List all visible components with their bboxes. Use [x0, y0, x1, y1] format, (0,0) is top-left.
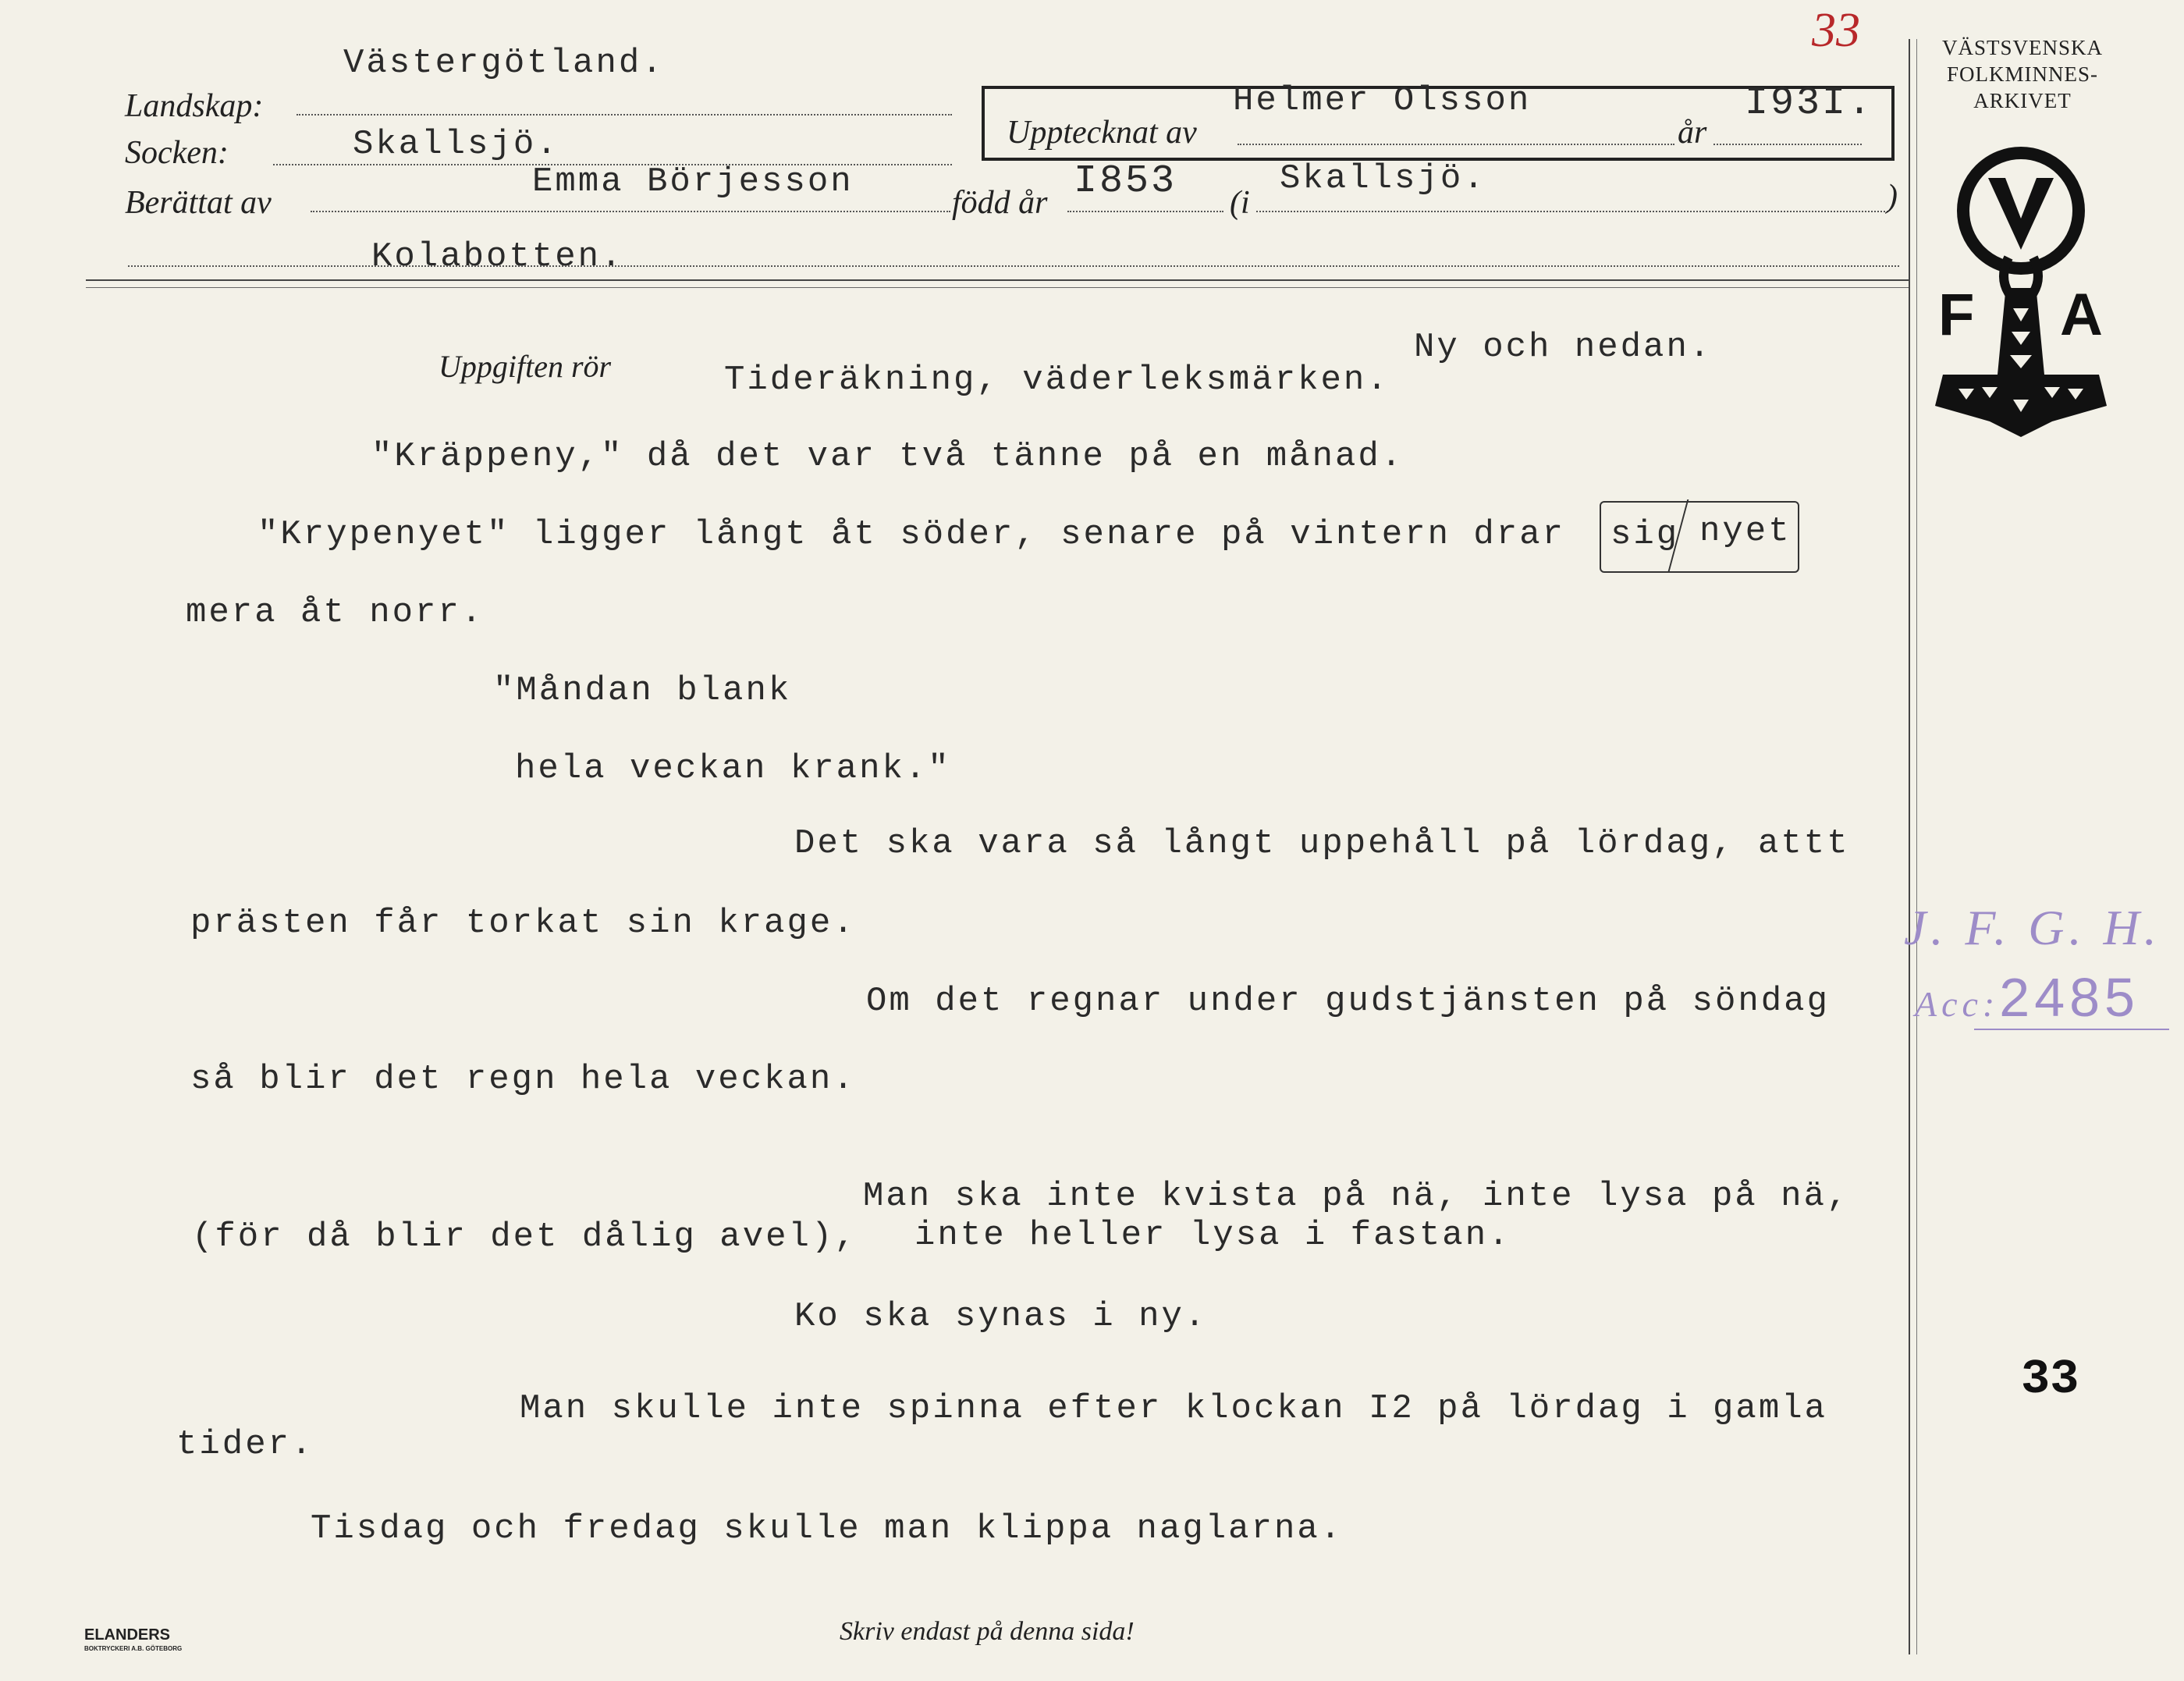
accession-underline	[1974, 1029, 2169, 1030]
archive-name-line-2: FOLKMINNES-	[1946, 62, 2098, 86]
archive-name-line-1: VÄSTSVENSKA	[1941, 36, 2104, 59]
uppgiften-label: Uppgiften rör	[439, 349, 612, 384]
body-line-5: hela veckan krank."	[515, 749, 951, 788]
berattat-value: Emma Börjesson	[532, 162, 854, 201]
printed-page-number: 33	[2021, 1352, 2079, 1407]
accession-stamp-line-1: J. F. G. H.	[1904, 900, 2161, 955]
i-value: Skallsjö.	[1280, 159, 1486, 198]
printer-sub: BOKTRYCKERI A.B. GÖTEBORG	[84, 1645, 183, 1652]
header-rule-top	[86, 279, 1909, 281]
handwritten-page-number: 33	[1812, 4, 1860, 57]
archive-column-divider	[1909, 39, 1910, 1654]
body-word-sig: sig	[1610, 515, 1680, 554]
body-line-4: "Måndan blank	[493, 671, 792, 710]
fodd-value: I853	[1074, 159, 1177, 204]
archive-name	[1921, 34, 2124, 114]
berattat-line	[311, 211, 950, 212]
upptecknat-value: Helmer Olsson	[1233, 81, 1532, 120]
logo-letter-f: F	[1938, 282, 1975, 348]
archive-column-divider-2	[1916, 39, 1917, 1654]
footer-instruction: Skriv endast på denna sida!	[840, 1617, 1135, 1646]
accession-prefix: Acc:	[1915, 984, 2000, 1024]
body-line-6: Det ska vara så långt uppehåll på lördag, attt	[794, 824, 1850, 863]
upptecknat-line	[1238, 144, 1674, 145]
fodd-line	[1067, 211, 1223, 212]
landskap-value: Västergötland.	[343, 44, 665, 83]
fodd-label: född år	[952, 185, 1048, 221]
extra-line	[128, 265, 1899, 267]
ar-line	[1713, 144, 1862, 145]
close-paren: )	[1887, 179, 1898, 215]
body-line-12: Ko ska synas i ny.	[794, 1297, 1208, 1336]
accession-number: 2485	[1999, 967, 2140, 1028]
body-line-8: Om det regnar under gudstjänsten på söndag	[866, 982, 1830, 1021]
printer-name: ELANDERS	[84, 1626, 171, 1644]
body-line-9: så blir det regn hela veckan.	[190, 1060, 856, 1099]
socken-value: Skallsjö.	[353, 125, 559, 164]
logo-letter-a: A	[2060, 282, 2103, 348]
body-line-13: Man skulle inte spinna efter klockan I2 på lördag i gamla	[520, 1389, 1828, 1428]
archive-name-line-3: ARKIVET	[1973, 89, 2072, 112]
body-line-3: mera åt norr.	[186, 593, 485, 632]
body-line-2: "Krypenyet" ligger långt åt söder, senare på vintern drar	[257, 515, 1566, 554]
ar-label: år	[1678, 115, 1707, 151]
header-rule-bottom	[86, 287, 1909, 288]
landskap-label: Landskap:	[125, 88, 264, 124]
body-line-15: Tisdag och fredag skulle man klippa naglarna.	[311, 1509, 1344, 1548]
printer-mark	[84, 1628, 182, 1656]
uppgiften-value: Tideräkning, väderleksmärken.	[724, 361, 1390, 400]
body-line-11a: (för då blir det dålig avel),	[192, 1217, 858, 1256]
uppgiften-extra: Ny och nedan.	[1414, 328, 1713, 367]
body-line-14: tider.	[176, 1425, 314, 1464]
socken-label: Socken:	[125, 135, 229, 171]
i-label: (i	[1230, 185, 1250, 221]
body-line-11b: inte heller lysa i fastan.	[914, 1216, 1511, 1255]
accession-stamp-line-2	[1915, 966, 2140, 1029]
i-line	[1256, 211, 1888, 212]
ar-value: I93I.	[1745, 81, 1874, 126]
body-line-10: Man ska inte kvista på nä, inte lysa på nä,	[863, 1177, 1850, 1216]
landskap-line	[297, 114, 952, 116]
upptecknat-label: Upptecknat av	[1007, 115, 1197, 151]
berattat-label: Berättat av	[125, 185, 272, 221]
body-line-1: "Kräppeny," då det var två tänne på en månad.	[371, 437, 1405, 476]
body-line-7: prästen får torkat sin krage.	[190, 904, 856, 943]
extra-line-value: Kolabotten.	[371, 237, 624, 276]
body-word-nyet: nyet	[1699, 512, 1792, 551]
